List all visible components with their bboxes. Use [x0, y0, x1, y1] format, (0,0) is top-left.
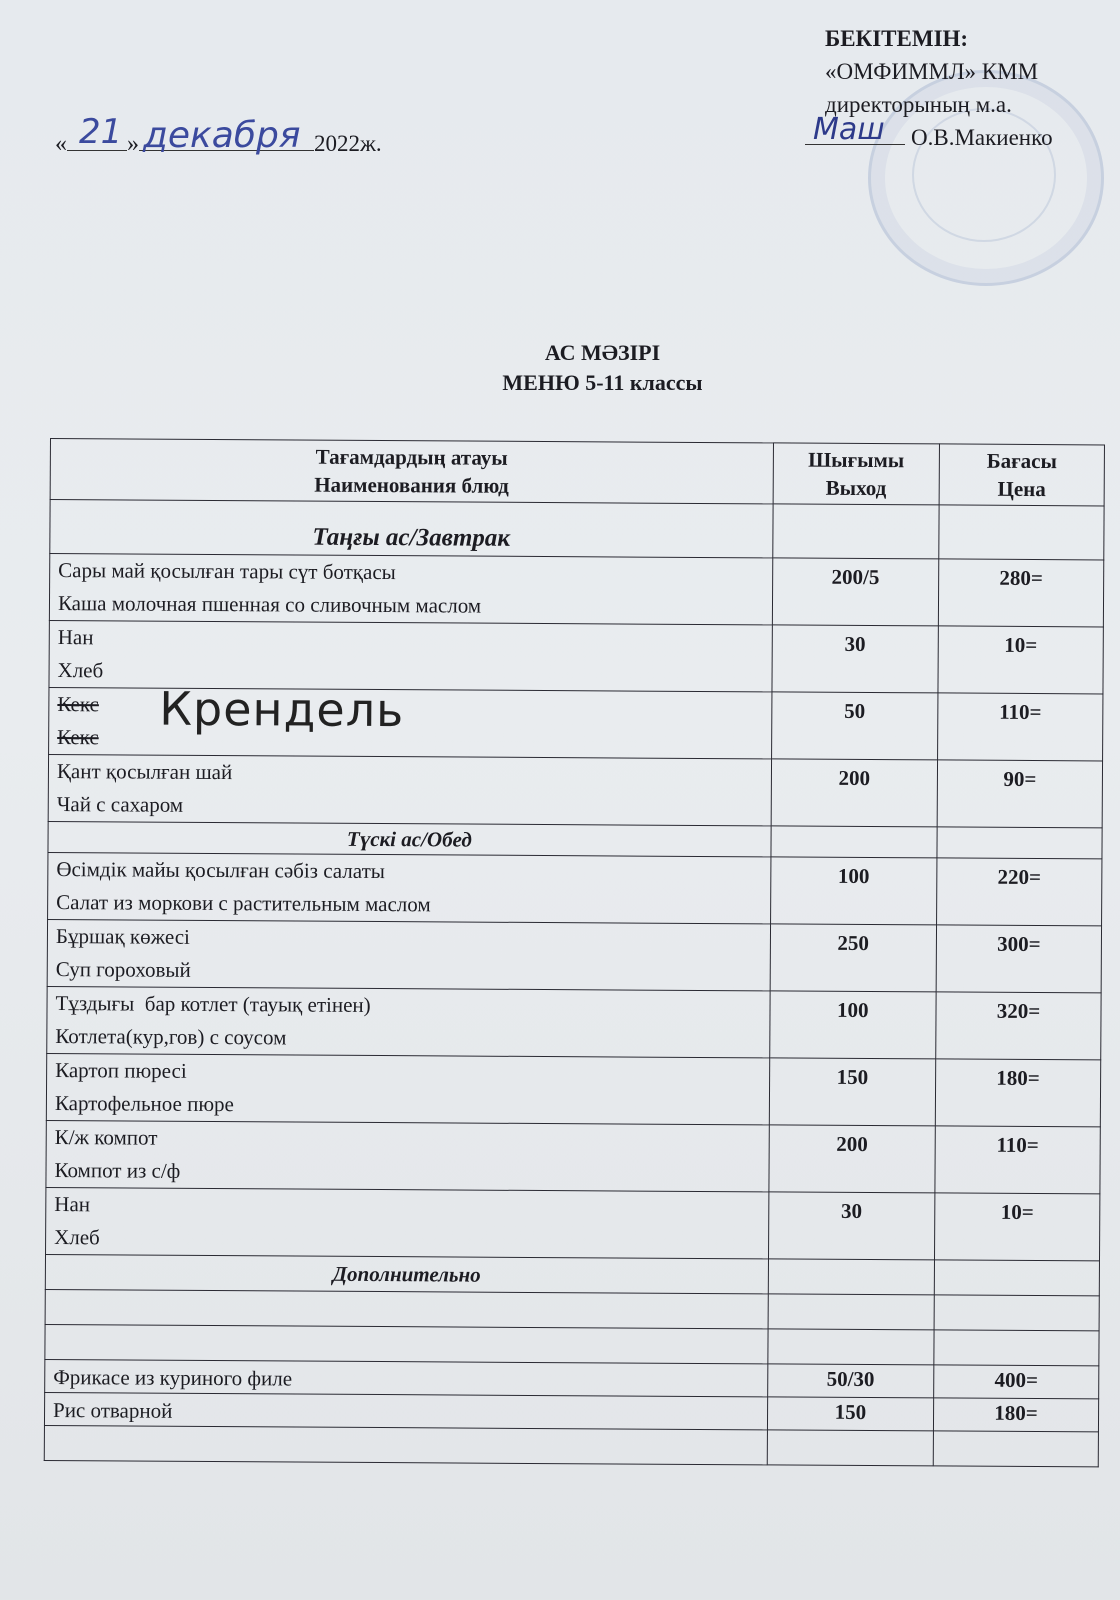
dish-name-ru-struck: Кекс — [57, 725, 99, 750]
dish-name-kz: Нан — [57, 625, 94, 650]
menu-title-ru: МЕНЮ 5-11 классы — [502, 370, 703, 395]
dish-name-kz: Тұздығы бар котлет (тауық етінен) — [55, 991, 371, 1017]
dish-output: 200/5 — [772, 558, 939, 626]
dish-name — [46, 1053, 769, 1124]
header-price — [939, 444, 1104, 506]
dish-name-kz: Нан — [54, 1192, 91, 1217]
dish-name-ru: Картофельное пюре — [54, 1091, 234, 1117]
dish-name-kz-struck: Кекс — [57, 692, 99, 717]
dish-name — [49, 620, 772, 691]
dish-name-kz: Қант қосылған шай — [56, 759, 233, 785]
dish-name-ru: Каша молочная пшенная со сливочным маслом — [57, 591, 482, 618]
table-row — [47, 919, 1101, 992]
dish-name — [47, 986, 770, 1057]
dish-name-kz: Картоп пюресі — [55, 1058, 187, 1083]
section-label-extra: Дополнительно — [45, 1254, 768, 1293]
dish-output: 100 — [770, 857, 937, 925]
date-open-quote: « — [55, 131, 67, 157]
handwritten-replacement: Крендель — [159, 681, 405, 738]
dish-name — [47, 919, 770, 990]
table-row — [49, 687, 1103, 760]
header-output-ru: Выход — [825, 475, 887, 501]
section-label-lunch: Түскі ас/Обед — [48, 821, 771, 856]
dish-name: Фрикасе из куриного филе — [45, 1359, 768, 1396]
dish-price: 110= — [935, 1126, 1100, 1194]
dish-name-ru: Суп гороховый — [55, 957, 191, 982]
handwritten-day: 21 — [79, 112, 123, 152]
dish-output: 250 — [770, 924, 937, 992]
dish-name — [48, 754, 771, 825]
empty-row — [44, 1425, 1098, 1466]
dish-price: 180= — [935, 1059, 1100, 1127]
approver-name: О.В.Макиенко — [911, 125, 1053, 150]
dish-name-ru: Хлеб — [54, 1225, 100, 1250]
dish-name-ru: Компот из с/ф — [54, 1158, 181, 1183]
dish-price: 280= — [938, 559, 1103, 627]
dish-output: 200 — [771, 759, 938, 827]
dish-price: 10= — [938, 626, 1103, 694]
dish-name-kz: Өсімдік майы қосылған сәбіз салаты — [56, 857, 385, 884]
dish-name — [46, 1187, 769, 1258]
dish-price: 180= — [933, 1398, 1098, 1432]
dish-name-ru: Чай с сахаром — [56, 792, 184, 817]
dish-price: 110= — [938, 693, 1103, 761]
table-row — [48, 754, 1102, 827]
table-row — [46, 1120, 1100, 1193]
dish-output: 150 — [769, 1058, 936, 1126]
dish-output: 50 — [771, 692, 938, 760]
dish-name-ru: Салат из моркови с растительным маслом — [56, 890, 431, 917]
dish-price: 220= — [936, 858, 1101, 926]
dish-name — [48, 852, 771, 923]
dish-name-ru: Котлета(кур,гов) с соусом — [55, 1024, 287, 1050]
approval-heading: БЕКІТЕМІН: — [825, 26, 969, 51]
handwritten-signature: Маш — [813, 112, 885, 147]
header-name — [50, 439, 773, 504]
handwritten-month: декабря — [143, 115, 301, 156]
dish-price: 400= — [934, 1365, 1099, 1399]
dish-name-kz: Сары май қосылған тары сүт ботқасы — [58, 558, 396, 585]
dish-name: Рис отварной — [44, 1392, 767, 1429]
dish-name — [49, 554, 772, 625]
month-blank — [139, 115, 314, 156]
dish-price: 90= — [937, 760, 1102, 828]
approval-org: «ОМФИММЛ» КММ — [825, 59, 1039, 84]
date-year: 2022ж. — [314, 131, 382, 156]
menu-title-kz: АС МӘЗІРІ — [544, 340, 661, 365]
menu-table — [44, 438, 1105, 1467]
table-row — [46, 1187, 1100, 1260]
date-line — [55, 112, 382, 158]
header-name-kz: Тағамдардың атауы — [315, 444, 508, 470]
dish-price: 320= — [936, 992, 1101, 1060]
section-row-breakfast — [50, 500, 1104, 560]
approval-position: директорының м.а. — [825, 92, 1012, 117]
table-row — [46, 1053, 1100, 1126]
dish-name-ru: Хлеб — [57, 658, 104, 683]
dish-output: 100 — [769, 991, 936, 1059]
header-output-kz: Шығымы — [808, 447, 905, 473]
dish-name — [49, 681, 772, 758]
dish-output: 30 — [768, 1192, 935, 1260]
header-name-ru: Наименования блюд — [314, 472, 509, 498]
table-row — [49, 554, 1103, 627]
table-header-row — [50, 439, 1104, 506]
header-price-ru: Цена — [997, 476, 1046, 502]
signature-blank — [805, 112, 905, 147]
dish-name-kz: Бұршақ көжесі — [55, 924, 190, 949]
approval-block — [813, 22, 1053, 154]
day-blank — [67, 112, 127, 152]
table-row — [48, 852, 1102, 925]
dish-output: 30 — [772, 625, 939, 693]
dish-price: 300= — [936, 925, 1101, 993]
dish-name — [46, 1120, 769, 1191]
section-label-breakfast: Таңғы ас/Завтрак — [50, 500, 773, 558]
dish-output: 50/30 — [767, 1364, 934, 1398]
approval-signature-line — [805, 112, 1053, 154]
dish-output: 200 — [769, 1125, 936, 1193]
table-row — [47, 986, 1101, 1059]
dish-name-kz: К/ж компот — [54, 1125, 158, 1150]
header-output — [773, 443, 940, 505]
date-close-quote: » — [127, 131, 139, 157]
dish-output: 150 — [767, 1397, 934, 1431]
header-price-kz: Бағасы — [986, 448, 1057, 474]
dish-price: 10= — [934, 1193, 1099, 1261]
